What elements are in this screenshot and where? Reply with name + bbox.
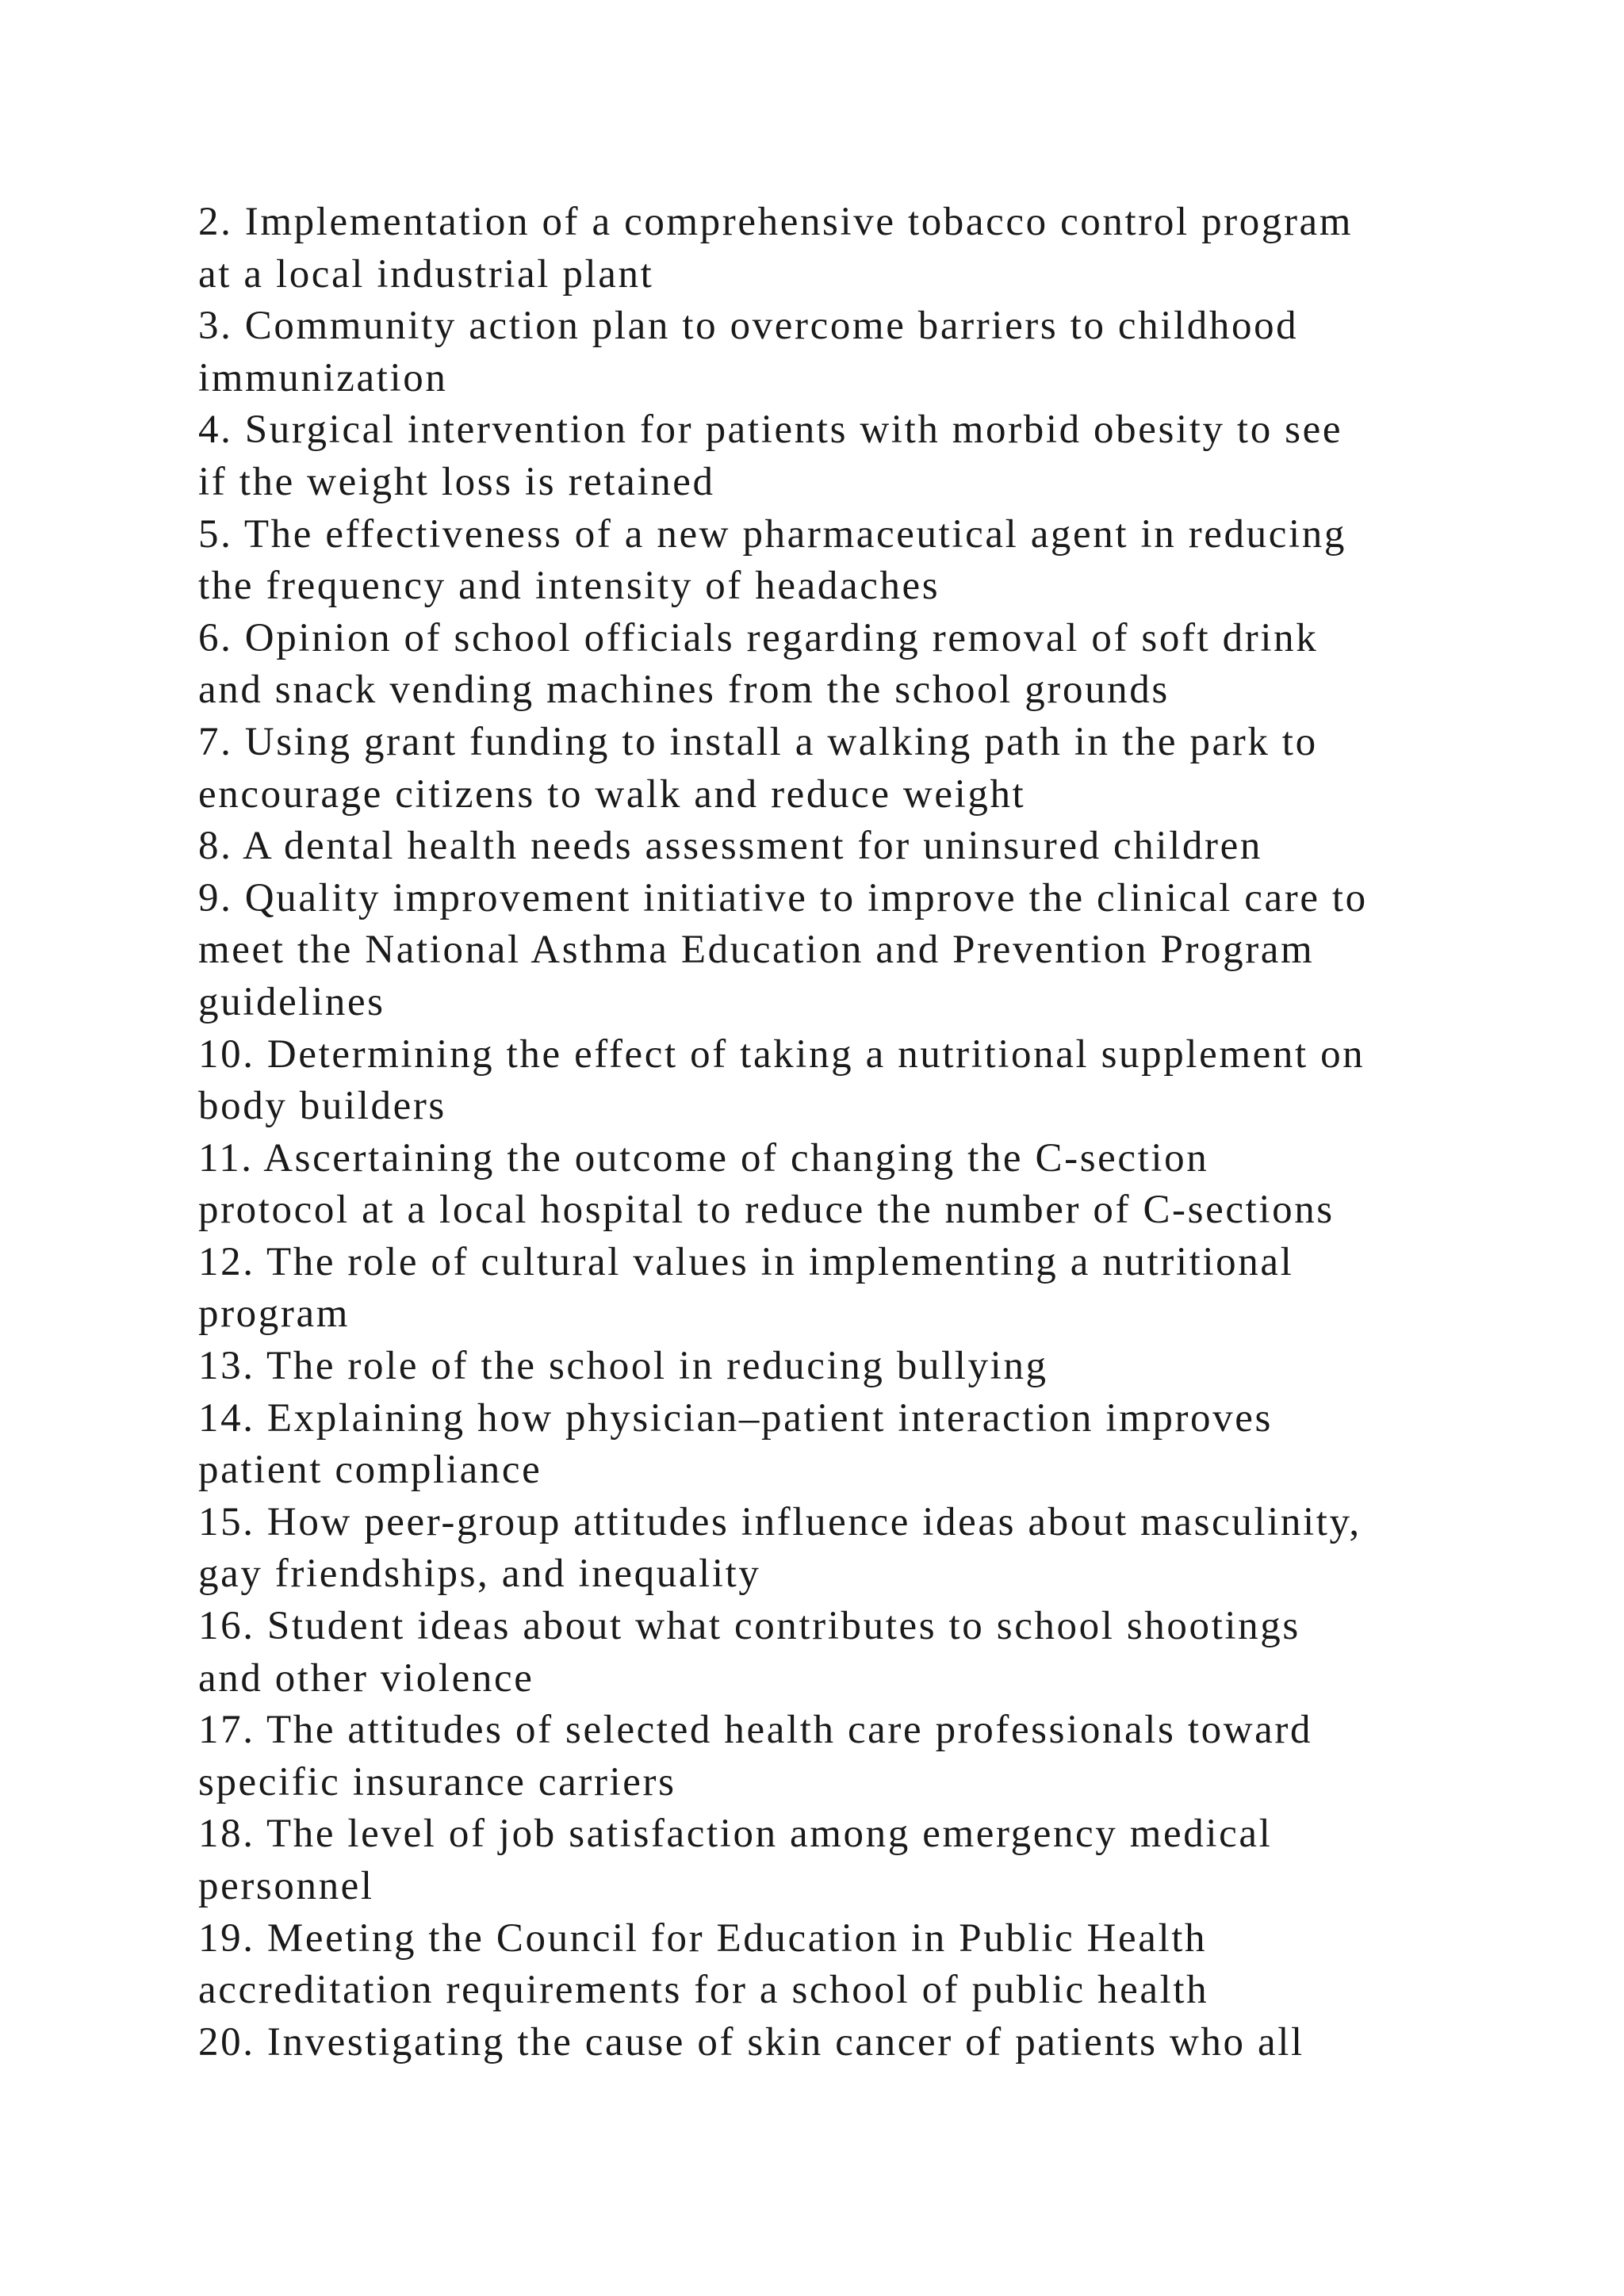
text-line: accreditation requirements for a school of public health — [198, 1968, 1209, 2013]
text-line: 12. The role of cultural values in implementing a nutritional — [198, 1239, 1294, 1284]
text-line: at a local industrial plant — [198, 251, 654, 297]
text-line: program — [198, 1292, 350, 1337]
text-line: 7. Using grant funding to install a walking path in the park to — [198, 719, 1318, 764]
text-line: personnel — [198, 1864, 374, 1908]
text-line: 3. Community action plan to overcome barriers to childhood — [198, 304, 1299, 349]
document-text-block — [198, 197, 1515, 2068]
text-line: 19. Meeting the Council for Education in Public Health — [198, 1915, 1208, 1961]
text-line: guidelines — [198, 979, 385, 1024]
text-line: and other violence — [198, 1655, 534, 1701]
text-line: protocol at a local hospital to reduce the number of C-sections — [198, 1188, 1335, 1233]
text-line: immunization — [198, 355, 448, 400]
text-line: 4. Surgical intervention for patients with morbid obesity to see — [198, 408, 1343, 453]
text-line: 13. The role of the school in reducing bullying — [198, 1344, 1048, 1389]
text-line: the frequency and intensity of headaches — [198, 564, 940, 609]
text-line: 16. Student ideas about what contributes to school shootings — [198, 1604, 1300, 1649]
text-line: 15. How peer-group attitudes influence ideas about masculinity, — [198, 1499, 1362, 1544]
text-line: body builders — [198, 1084, 446, 1129]
text-line: if the weight loss is retained — [198, 459, 715, 504]
text-line: gay friendships, and inequality — [198, 1552, 761, 1597]
text-line: meet the National Asthma Education and Prevention Program — [198, 928, 1315, 973]
text-line: patient compliance — [198, 1448, 542, 1493]
text-line: specific insurance carriers — [198, 1759, 676, 1804]
text-line: 17. The attitudes of selected health care professionals toward — [198, 1708, 1313, 1753]
text-line: 6. Opinion of school officials regarding removal of soft drink — [198, 615, 1319, 660]
text-line: 14. Explaining how physician–patient interaction improves — [198, 1395, 1273, 1441]
text-line: 9. Quality improvement initiative to improve the clinical care to — [198, 875, 1368, 920]
text-line: 20. Investigating the cause of skin cancer of patients who all — [198, 2019, 1304, 2064]
text-line: 18. The level of job satisfaction among emergency medical — [198, 1812, 1273, 1857]
text-line: 2. Implementation of a comprehensive tobacco control program — [198, 200, 1354, 244]
text-line: 5. The effectiveness of a new pharmaceutical agent in reducing — [198, 511, 1346, 557]
text-line: encourage citizens to walk and reduce weight — [198, 771, 1026, 817]
text-line: 10. Determining the effect of taking a nutritional supplement on — [198, 1031, 1365, 1077]
text-line: 11. Ascertaining the outcome of changing the C-section — [198, 1135, 1209, 1181]
text-line: and snack vending machines from the school grounds — [198, 668, 1170, 713]
text-line: 8. A dental health needs assessment for uninsured children — [198, 824, 1262, 869]
